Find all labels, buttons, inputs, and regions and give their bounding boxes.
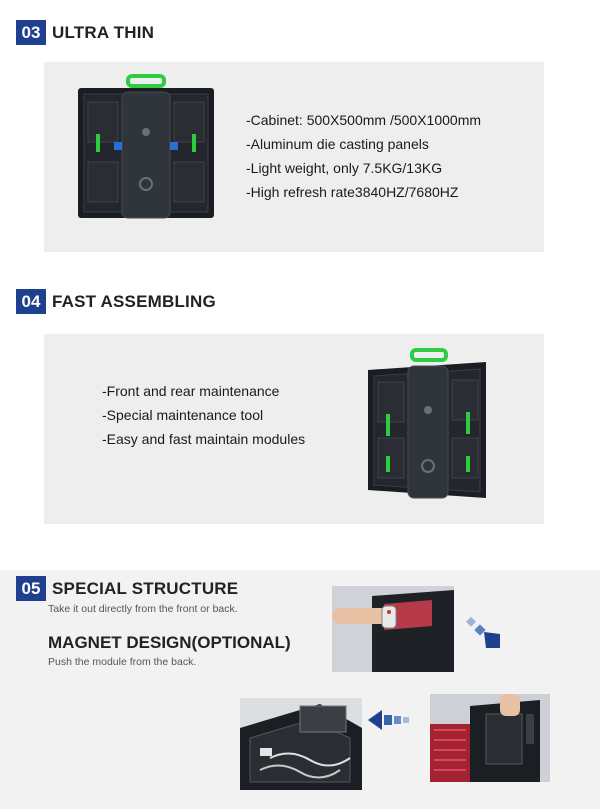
magnet-design-heading: MAGNET DESIGN(OPTIONAL) xyxy=(48,633,291,652)
section-subtitle: Take it out directly from the front or back. xyxy=(48,603,238,615)
ultra-thin-panel xyxy=(44,62,544,252)
photo-module-back xyxy=(240,698,362,790)
section-title: SPECIAL STRUCTURE xyxy=(52,578,239,598)
photo-front-removal xyxy=(332,586,454,672)
cabinet-image xyxy=(76,74,216,224)
fast-assembling-panel xyxy=(44,334,544,524)
section-number-badge: 04 xyxy=(16,289,46,314)
section-title: ULTRA THIN xyxy=(52,22,155,42)
section-03-header xyxy=(16,20,154,45)
photo-rear-push xyxy=(430,694,550,782)
section-number-badge: 03 xyxy=(16,20,46,45)
ultra-thin-bullets xyxy=(246,108,481,204)
section-04-header xyxy=(16,289,216,314)
bullet-item: -Light weight, only 7.5KG/13KG xyxy=(246,160,443,176)
fast-assembling-bullets xyxy=(102,379,305,451)
section-05-header xyxy=(16,576,238,601)
section-number-badge: 05 xyxy=(16,576,46,601)
cabinet-rear-image xyxy=(362,348,492,508)
bullet-item: -High refresh rate3840HZ/7680HZ xyxy=(246,184,459,200)
magnet-design-subtitle: Push the module from the back. xyxy=(48,656,197,668)
bullet-item: -Special maintenance tool xyxy=(102,407,264,423)
arrow-down-right-icon xyxy=(466,614,506,654)
section-title: FAST ASSEMBLING xyxy=(52,291,216,311)
bullet-item: -Front and rear maintenance xyxy=(102,383,280,399)
arrow-left-icon xyxy=(368,710,412,730)
bullet-item: -Easy and fast maintain modules xyxy=(102,431,306,447)
bullet-item: -Aluminum die casting panels xyxy=(246,136,429,152)
bullet-item: -Cabinet: 500X500mm /500X1000mm xyxy=(246,112,482,128)
